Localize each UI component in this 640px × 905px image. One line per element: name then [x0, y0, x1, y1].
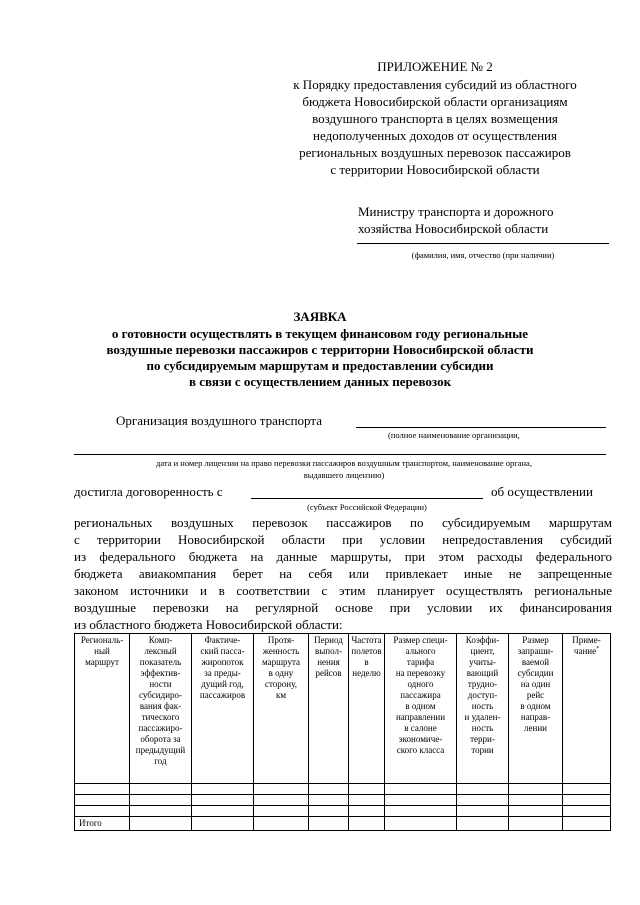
- header-cell: [309, 634, 349, 784]
- header-cell: [563, 634, 611, 784]
- header-cell-line: ский пасса-: [200, 646, 245, 656]
- table-cell[interactable]: [385, 795, 457, 806]
- header-cell-line: рейсов: [315, 668, 342, 678]
- table-cell[interactable]: [349, 795, 385, 806]
- header-cell-line: предыдущий: [135, 745, 186, 755]
- header-cell-line: в одном: [405, 701, 436, 711]
- header-cell-line: полетов: [351, 646, 382, 656]
- agreement-suffix: об осуществлении: [491, 484, 593, 499]
- header-cell-line: пассажиро-: [138, 723, 183, 733]
- header-cell-line: в: [364, 657, 369, 667]
- table-cell[interactable]: [563, 784, 611, 795]
- table-cell[interactable]: [192, 817, 254, 831]
- header-cell-line: Региональ-: [80, 635, 124, 645]
- table-total-row: [75, 817, 611, 831]
- header-cell-line: Протя-: [267, 635, 295, 645]
- table-cell[interactable]: [254, 784, 309, 795]
- table-cell[interactable]: [457, 806, 509, 817]
- table-cell[interactable]: [563, 817, 611, 831]
- table-cell[interactable]: [130, 806, 192, 817]
- header-cell-line: одного: [407, 679, 434, 689]
- header-cell-line: Фактиче-: [204, 635, 241, 645]
- header-cell-line: Период: [314, 635, 343, 645]
- header-cell-line: тарифа: [406, 657, 435, 667]
- header-cell-line: учиты-: [469, 657, 496, 667]
- table-cell[interactable]: [509, 795, 563, 806]
- header-cell-line: субсидиро-: [138, 690, 183, 700]
- table-cell[interactable]: [75, 784, 130, 795]
- table-row: [75, 795, 611, 806]
- header-cell: [192, 634, 254, 784]
- table-cell[interactable]: [309, 795, 349, 806]
- paragraph-line: региональных воздушных перевозок пассажиров по субсидируемым маршрутам: [74, 515, 612, 530]
- header-cell-line: ность: [471, 701, 494, 711]
- header-cell-line: циент,: [470, 646, 495, 656]
- header-cell-line: за преды-: [204, 668, 241, 678]
- header-cell-line: субсидии: [517, 668, 554, 678]
- table-cell[interactable]: [75, 795, 130, 806]
- header-cell-line: в одну: [268, 668, 294, 678]
- header-cell-line: тории: [471, 745, 494, 755]
- table-row: [75, 784, 611, 795]
- addressee-name-field[interactable]: [357, 243, 609, 244]
- table-cell[interactable]: [385, 784, 457, 795]
- header-cell-line: пассажиров: [199, 690, 246, 700]
- header-cell-line: сторону,: [265, 679, 297, 689]
- subject-field[interactable]: [251, 498, 483, 499]
- paragraph-line: из областного бюджета Новосибирской области:: [74, 617, 343, 632]
- header-cell-line: экономиче-: [398, 734, 443, 744]
- header-cell-line: вающий: [466, 668, 499, 678]
- header-cell-line: в салоне: [404, 723, 437, 733]
- heading-line: по субсидируемым маршрутам и предоставлении субсидии: [146, 358, 494, 373]
- table-cell[interactable]: [130, 795, 192, 806]
- header-cell-line: ность: [471, 723, 494, 733]
- header-cell-line: ности: [149, 679, 172, 689]
- header-cell-line: лексный: [144, 646, 177, 656]
- document-title: ЗАЯВКА: [293, 309, 347, 324]
- heading-line: воздушные перевозки пассажиров с территории Новосибирской области: [106, 342, 534, 357]
- header-cell-line: запраши-: [517, 646, 554, 656]
- appendix-line: бюджета Новосибирской области организациям: [302, 94, 568, 109]
- table-row: [75, 806, 611, 817]
- footnote-mark: *: [596, 646, 600, 652]
- org-label: Организация воздушного транспорта: [116, 413, 322, 428]
- header-cell-line: Размер: [522, 635, 549, 645]
- table-cell[interactable]: [457, 795, 509, 806]
- total-label: Итого: [75, 817, 130, 831]
- paragraph-line: воздушные перевозки на регулярной основе при условии их финансирования: [74, 600, 612, 615]
- table-cell[interactable]: [130, 784, 192, 795]
- header-cell-line: год: [154, 756, 167, 766]
- header-cell-line: показатель: [139, 657, 182, 667]
- table-cell[interactable]: [254, 806, 309, 817]
- header-cell: [457, 634, 509, 784]
- paragraph-line: из федерального бюджета на данные маршруты, при этом расходы федерального: [74, 549, 612, 564]
- header-cell-line: ваемой: [521, 657, 550, 667]
- table-cell[interactable]: [254, 817, 309, 831]
- subject-caption: (субъект Российской Федерации): [307, 502, 427, 512]
- subsidy-table: [74, 633, 611, 831]
- header-cell-line: рейс: [526, 690, 545, 700]
- appendix-line: воздушного транспорта в целях возмещения: [312, 111, 558, 126]
- appendix-title: ПРИЛОЖЕНИЕ № 2: [377, 59, 493, 74]
- heading-line: в связи с осуществлением данных перевозок: [188, 374, 452, 389]
- addressee-line-2: хозяйства Новосибирской области: [358, 221, 549, 236]
- table-cell[interactable]: [75, 806, 130, 817]
- appendix-text: [270, 76, 600, 178]
- header-cell-line: в одном: [520, 701, 551, 711]
- table-cell[interactable]: [509, 817, 563, 831]
- header-cell-line: направ-: [520, 712, 551, 722]
- header-cell-line: на один: [520, 679, 551, 689]
- header-cell-line: трудно-: [467, 679, 498, 689]
- header-cell-line: ный: [94, 646, 110, 656]
- body-paragraph: [74, 514, 612, 633]
- header-cell-line: доступ-: [467, 690, 498, 700]
- paragraph-line: бюджета авиакомпания берет на себя или привлекает иные не запрещенные: [74, 566, 612, 581]
- table-cell[interactable]: [192, 795, 254, 806]
- table-cell[interactable]: [309, 784, 349, 795]
- table-cell[interactable]: [349, 784, 385, 795]
- table-header-row: [75, 634, 611, 784]
- table-cell[interactable]: [192, 784, 254, 795]
- paragraph-line: законом источники и в соответствии с этим планирует осуществлять региональные: [74, 583, 612, 598]
- table-cell[interactable]: [349, 806, 385, 817]
- heading-line: о готовности осуществлять в текущем финансовом году региональные: [111, 326, 529, 341]
- org-caption: (полное наименование организации,: [388, 430, 520, 440]
- license-caption-2: выдавшего лицензию): [303, 470, 385, 480]
- header-cell-line: Коэффи-: [465, 635, 500, 645]
- header-cell-line: чание: [573, 646, 597, 656]
- header-cell-line: ального: [405, 646, 436, 656]
- table-cell[interactable]: [457, 784, 509, 795]
- header-cell-line: вания фак-: [139, 701, 182, 711]
- table-cell[interactable]: [192, 806, 254, 817]
- org-name-field[interactable]: [356, 427, 606, 428]
- header-cell-line: неделю: [352, 668, 381, 678]
- header-cell-line: Комп-: [148, 635, 173, 645]
- appendix-line: региональных воздушных перевозок пассажиров: [299, 145, 571, 160]
- license-caption-1: дата и номер лицензии на право перевозки пассажиров воздушным транспортом, наименование органа,: [156, 458, 532, 468]
- header-cell: [349, 634, 385, 784]
- header-cell-line: пассажира: [400, 690, 441, 700]
- addressee-line-1: Министру транспорта и дорожного: [358, 204, 554, 219]
- table-cell[interactable]: [385, 817, 457, 831]
- header-cell: [509, 634, 563, 784]
- header-cell-line: лении: [524, 723, 547, 733]
- header-cell-line: женность: [262, 646, 300, 656]
- header-cell: [385, 634, 457, 784]
- addressee-caption: (фамилия, имя, отчество (при наличии): [411, 250, 555, 260]
- agreement-prefix: достигла договоренность с: [74, 484, 223, 499]
- header-cell-line: эффектив-: [140, 668, 181, 678]
- table-cell[interactable]: [509, 784, 563, 795]
- header-cell-line: тического: [141, 712, 180, 722]
- header-cell-line: ского класса: [396, 745, 445, 755]
- header-cell-line: жиропоток: [201, 657, 244, 667]
- header-cell: [130, 634, 192, 784]
- header-cell-line: направлении: [395, 712, 446, 722]
- table-cell[interactable]: [309, 806, 349, 817]
- appendix-line: с территории Новосибирской области: [330, 162, 540, 177]
- header-cell-line: терри-: [470, 734, 495, 744]
- header-cell: [75, 634, 130, 784]
- table-cell[interactable]: [509, 806, 563, 817]
- table-cell[interactable]: [130, 817, 192, 831]
- header-cell-line: нения: [317, 657, 340, 667]
- table-cell[interactable]: [385, 806, 457, 817]
- header-cell-line: выпол-: [315, 646, 342, 656]
- header-cell-line: Частота: [351, 635, 382, 645]
- table-cell[interactable]: [254, 795, 309, 806]
- appendix-line: недополученных доходов от осуществления: [313, 128, 557, 143]
- table-cell[interactable]: [349, 817, 385, 831]
- table-cell[interactable]: [309, 817, 349, 831]
- paragraph-line: с территории Новосибирской области при условии непредоставления субсидий: [74, 532, 612, 547]
- table-cell[interactable]: [563, 806, 611, 817]
- header-cell-line: на перевозку: [395, 668, 446, 678]
- header-cell-line: маршрут: [85, 657, 119, 667]
- header-cell-line: Приме-: [572, 635, 601, 645]
- license-field[interactable]: [74, 454, 606, 455]
- header-cell-line: км: [275, 690, 287, 700]
- header-cell-line: Размер специ-: [393, 635, 448, 645]
- appendix-line: к Порядку предоставления субсидий из областного: [293, 77, 577, 92]
- header-cell-line: маршрута: [262, 657, 300, 667]
- header-cell: [254, 634, 309, 784]
- header-cell-line: дущий год,: [201, 679, 244, 689]
- header-cell-line: и удален-: [464, 712, 501, 722]
- table-cell[interactable]: [457, 817, 509, 831]
- header-cell-line: оборота за: [140, 734, 181, 744]
- table-cell[interactable]: [563, 795, 611, 806]
